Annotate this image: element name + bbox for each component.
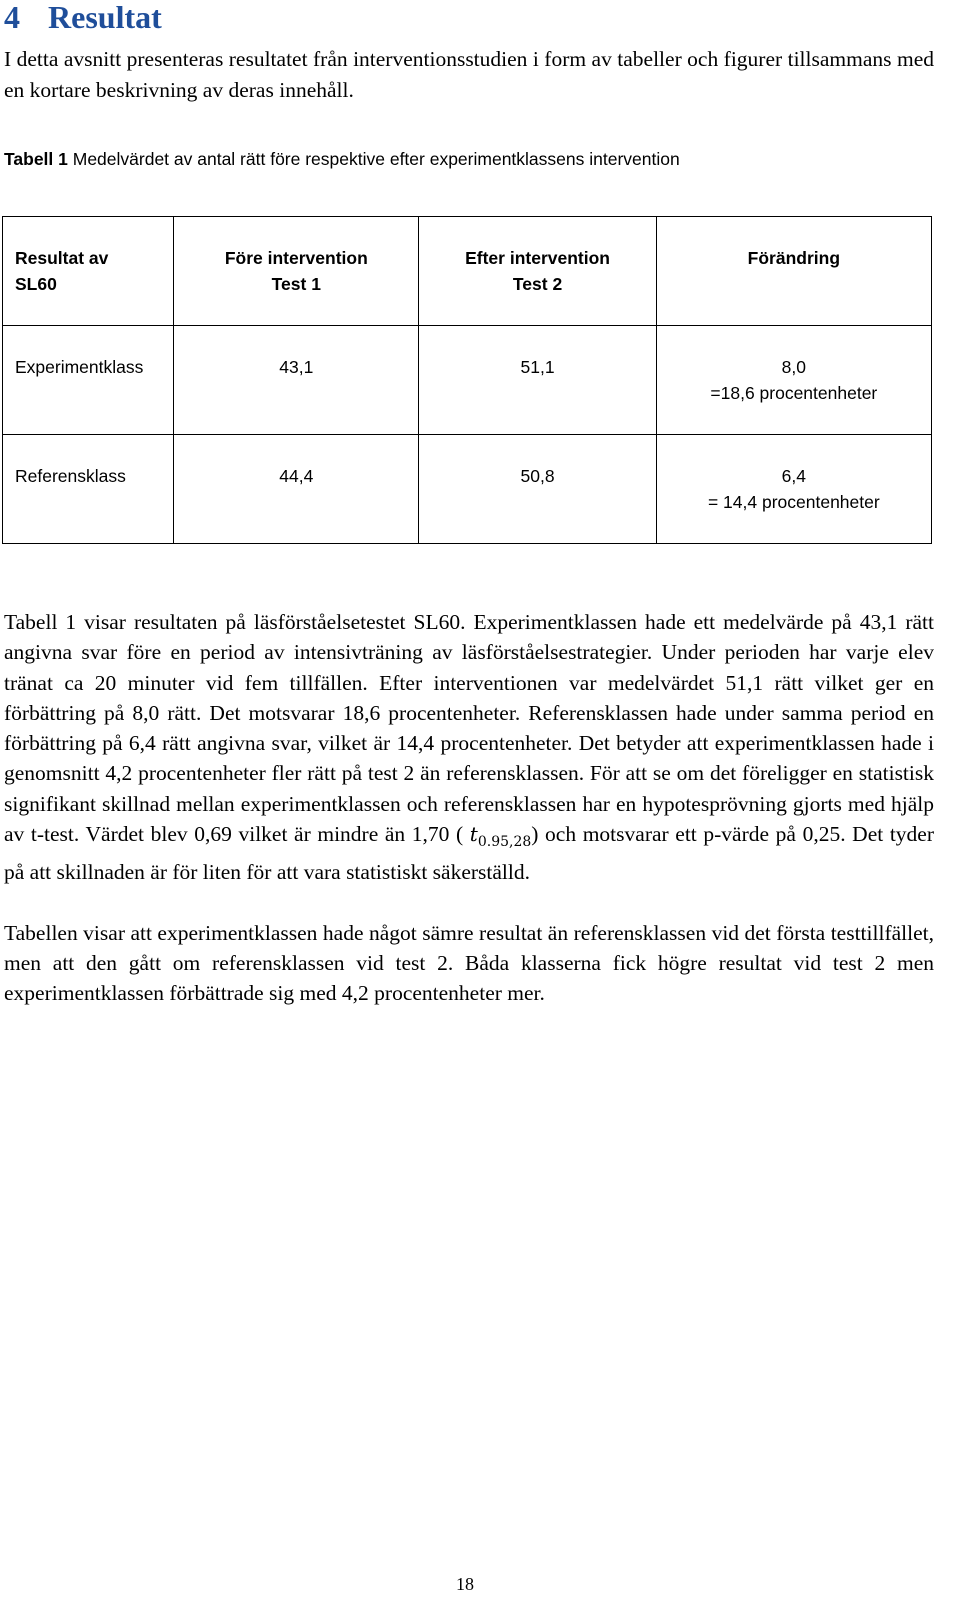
row-change-cell: 6,4 = 14,4 procentenheter [656, 435, 931, 544]
header-cell-change: Förändring [656, 217, 931, 326]
table-row [3, 326, 932, 435]
page-number: 18 [456, 1574, 474, 1594]
row-test1-cell: 43,1 [174, 326, 419, 435]
results-table [2, 216, 932, 544]
row-test2-cell: 50,8 [419, 435, 656, 544]
table-caption-text: Medelvärdet av antal rätt före respektive efter experimentklassens intervention [67, 149, 680, 169]
section-title: Resultat [48, 0, 162, 35]
intro-paragraph: I detta avsnitt presenteras resultatet från interventionsstudien i form av tabeller och figurer tillsammans med en kortare beskrivning av deras innehåll. [4, 47, 934, 102]
results-paragraph: Tabell 1 visar resultaten på läsförståelsetestet SL60. Experimentklassen hade ett medelvärde på 43,1 rätt angivna svar före en period av intensivträning av läsförståelsestrategier. Under perioden har varje elev tränat ca 20 minuter vid fem tillfällen. Efter interventionen var medelvärdet 51,1 rätt vilket ger en förbättring på 8,0 rätt. Det motsvarar 18,6 procentenheter. Referensklassen hade under samma period en förbättring på 6,4 rätt angivna svar, vilket är 14,4 procentenheter. Det betyder att experimentklassen hade i genomsnitt 4,2 procentenheter fler rätt på test 2 än referensklassen. För att se om det föreligger en statistisk signifikant skillnad mellan experimentklassen och referensklassen har en hypotesprövning gjorts med hjälp av t-test. Värdet blev 0,69 vilket är mindre än 1,70 ( $t_{0.95,28}$) och motsvarar ett p-värde på 0,25. Det tyder på att skillnaden är för liten för att vara statistiskt säkerställd. [4, 610, 935, 885]
row-change-cell: 8,0 =18,6 procentenheter [656, 326, 931, 435]
header-cell-result: Resultat av SL60 [3, 217, 174, 326]
body-text [4, 607, 934, 1009]
section-number: 4 [4, 0, 20, 35]
table-row [3, 435, 932, 544]
table-header-row [3, 217, 932, 326]
row-name-cell: Experimentklass [3, 326, 174, 435]
summary-paragraph: Tabellen visar att experimentklassen hade något sämre resultat än referensklassen vid det första testtillfället, men att den gått om referensklassen vid test 2. Båda klasserna fick högre resultat vid test 2 men experimentklassen förbättrade sig med 4,2 procentenheter mer. [4, 920, 934, 1006]
row-name-cell: Referensklass [3, 435, 174, 544]
table-caption [4, 147, 680, 171]
t-statistic-formula: $t_{0.95,28}$ [469, 822, 532, 851]
table-caption-label: Tabell 1 [4, 149, 68, 169]
header-cell-after: Efter intervention Test 2 [419, 217, 656, 326]
row-test1-cell: 44,4 [174, 435, 419, 544]
header-cell-before: Före intervention Test 1 [174, 217, 419, 326]
row-test2-cell: 51,1 [419, 326, 656, 435]
section-heading [4, 0, 162, 34]
